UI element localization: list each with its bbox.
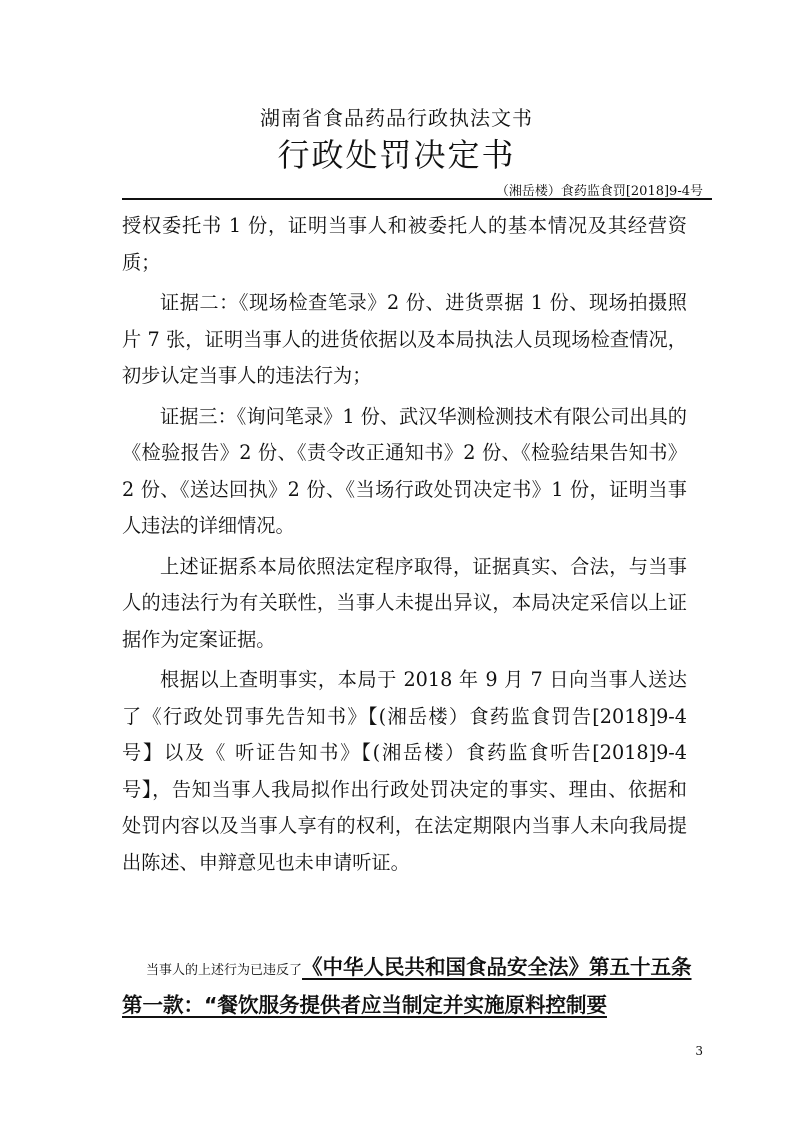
document-title: 行政处罚决定书 xyxy=(277,136,516,174)
closing-paragraph xyxy=(122,950,694,1024)
document-body xyxy=(122,208,687,881)
header-divider xyxy=(122,198,712,200)
closing-lead-text: 当事人的上述行为已违反了 xyxy=(146,963,303,978)
paragraph-evidence-three: 证据三：《询问笔录》1 份、武汉华测检测技术有限公司出具的《检验报告》2 份、《责令改正通知书》2 份、《检验结果告知书》2 份、《送达回执》2 份、《当场行政处罚决定书》1 份，证明当事人违法的详细情况。 xyxy=(122,404,687,537)
paragraph-notification: 根据以上查明事实，本局于 2018 年 9 月 7 日向当事人送达了《行政处罚事先告知书》【(湘岳楼）食药监食罚告[2018]9-4 号】以及《 听证告知书》【(湘岳楼）食药监食听告[2018]9-4 号】，告知当事人我局拟作出行政处罚决定的事实、理由、依据和处罚内容以及当事人享有的权利，在法定期限内当事人未向我局提出陈述、申辩意见也未申请听证。 xyxy=(122,668,687,874)
paragraph-evidence-summary: 上述证据系本局依照法定程序取得，证据真实、合法，与当事人的违法行为有关联性，当事人未提出异议，本局决定采信以上证据作为定案证据。 xyxy=(122,554,687,651)
document-org-header: 湖南省食品药品行政执法文书 xyxy=(260,106,533,130)
page-number: 3 xyxy=(695,1044,703,1058)
document-number: （湘岳楼）食药监食罚[2018]9-4号 xyxy=(495,184,703,199)
paragraph-authorization: 授权委托书 1 份，证明当事人和被委托人的基本情况及其经营资质； xyxy=(122,214,687,274)
paragraph-evidence-two: 证据二：《现场检查笔录》2 份、进货票据 1 份、现场拍摄照片 7 张，证明当事人的进货依据以及本局执法人员现场检查情况，初步认定当事人的违法行为； xyxy=(122,291,687,387)
law-citation: 《中华人民共和国食品安全法》第五十五条第一款：“餐饮服务提供者应当制定并实施原料控制要 xyxy=(122,955,692,1017)
